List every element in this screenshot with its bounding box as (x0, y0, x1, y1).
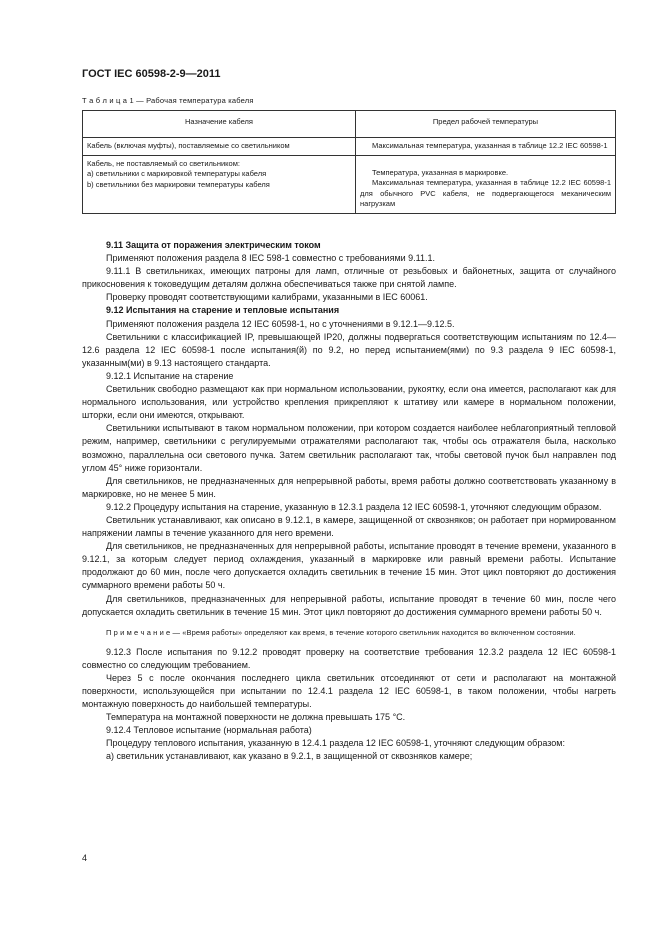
paragraph: Светильник свободно размещают как при нормальном использовании, рукоятку, если она имеется, располагают как для нормального использования, или устройство крепления прикрепляют к штативу или камере в нормальном положении, шторки, если они имеются, открывают. (82, 384, 616, 421)
paragraph: Для светильников, не предназначенных для непрерывной работы, время работы должно соответствовать указанному в маркировке, но не менее 5 мин. (82, 475, 616, 499)
paragraph: Светильник устанавливают, как описано в 9.12.1, в камере, защищенной от сквозняков; он работает при нормированном напряжении лампы в течение указанного для него времени. (82, 514, 616, 539)
paragraph: 9.11.1 В светильниках, имеющих патроны для ламп, отличные от резьбовых и байонетных, защита от случайного прикосновения к токоведущим деталям должна обеспечиваться также при снятой лампе. (82, 266, 616, 290)
paragraph: Применяют положения раздела 8 IEC 598-1 совместно с требованиями 9.11.1. (106, 253, 436, 264)
list-item: a) светильник устанавливают, как указано в 9.2.1, в защищенной от сквозняков камере; (106, 751, 473, 762)
table-cell (83, 155, 356, 213)
paragraph: Применяют положения раздела 12 IEC 60598-1, но с уточнениями в 9.12.1—9.12.5. (106, 318, 455, 329)
cable-temperature-table (82, 110, 616, 214)
table-row (83, 138, 616, 156)
paragraph: Светильники с классификацией IP, превышающей IP20, должны подвергаться соответствующим испытаниям по 12.4—12.6 раздела 12 IEC 60598-1 после испытания(й) по 9.2, но перед испытанием(ями) по 9.3 раздела 9 IEC 60598-1, указанным(ми) в 9.13 настоящего стандарта. (82, 331, 616, 368)
table-caption: Т а б л и ц а 1 — Рабочая температура кабеля (82, 96, 254, 105)
page-number: 4 (82, 853, 88, 863)
body-text (82, 239, 616, 764)
table-cell: Кабель (включая муфты), поставляемые со светильником (83, 138, 356, 156)
note: П р и м е ч а н и е — «Время работы» определяют как время, в течение которого светильник находится во включенном состоянии. (106, 627, 576, 637)
table-cell-line: Максимальная температура, указанная в таблице 12.2 IEC 60598-1 для обычного PVC кабеля, не подвергающегося механическим нагрузкам (360, 178, 611, 208)
paragraph: 9.12.3 После испытания по 9.12.2 проводят проверку на соответствие требования 12.3.2 раздела 12 IEC 60598-1 совместно со следующим требованием. (82, 646, 616, 670)
table-cell (356, 155, 616, 213)
table-cell-line: Кабель, не поставляемый со светильником: (87, 158, 240, 168)
document-code-header: ГОСТ IEC 60598-2-9—2011 (82, 68, 221, 80)
table-cell-line: Температура, указанная в маркировке. (372, 167, 509, 177)
section-heading: 9.11 Защита от поражения электрическим током (106, 240, 321, 250)
table-cell-line: a) светильники с маркировкой температуры кабеля (87, 169, 267, 178)
paragraph: 9.12.2 Процедуру испытания на старение, указанную в 12.3.1 раздела 12 IEC 60598-1, уточняют следующим образом. (106, 501, 602, 512)
table-header-cell: Предел рабочей температуры (356, 111, 616, 138)
subsection-heading: 9.12.4 Тепловое испытание (нормальная работа) (106, 725, 312, 736)
table-row (83, 155, 616, 213)
section-heading: 9.12 Испытания на старение и тепловые испытания (106, 305, 340, 316)
paragraph: Через 5 с после окончания последнего цикла светильник отсоединяют от сети и располагают на монтажной поверхности, использующейся при испытании по 12.4.1 раздела 12 IEC 60598-1, в таком положении, чтобы нагреть монтажную поверхность до наибольшей температуры. (82, 672, 616, 710)
table-cell: Максимальная температура, указанная в таблице 12.2 IEC 60598-1 (356, 138, 616, 156)
paragraph: Процедуру теплового испытания, указанную в 12.4.1 раздела 12 IEC 60598-1, уточняют следующим образом: (106, 738, 565, 749)
subsection-heading: 9.12.1 Испытание на старение (106, 370, 234, 381)
table-header-row (83, 111, 616, 138)
table-header-cell: Назначение кабеля (83, 111, 356, 138)
paragraph: Светильники испытывают в таком нормальном положении, при котором создается наиболее неблагоприятный тепловой режим, например, светильники с регулируемыми отражателями располагают так, чтобы ось отражателя была, насколько возможно, параллельна оси светового пучка. Затем светильник располагают так, чтобы световой пучок был направлен под углом 45° ниже горизонтали. (82, 423, 616, 473)
table-cell-line: b) светильники без маркировки температуры кабеля (87, 179, 270, 189)
paragraph: Температура на монтажной поверхности не должна превышать 175 °С. (106, 712, 406, 723)
paragraph: Для светильников, предназначенных для непрерывной работы, испытание проводят в течение 60 мин, после чего допускается охладить светильник в течение 15 мин. Этот цикл повторяют до достижения суммарного времени работы 50 ч. (82, 593, 616, 617)
paragraph: Проверку проводят соответствующими калибрами, указанными в IEC 60061. (106, 292, 428, 303)
paragraph: Для светильников, не предназначенных для непрерывной работы, испытание проводят в течение времени, указанного в 9.12.1, за которым следует период охлаждения, указанный в маркировке или равный времени работы. Испытание продолжают до 60 мин, после чего допускается охладить светильник в течение 15 мин. Этот цикл повторяют до достижения суммарного времени работы 50 ч. (82, 541, 616, 591)
